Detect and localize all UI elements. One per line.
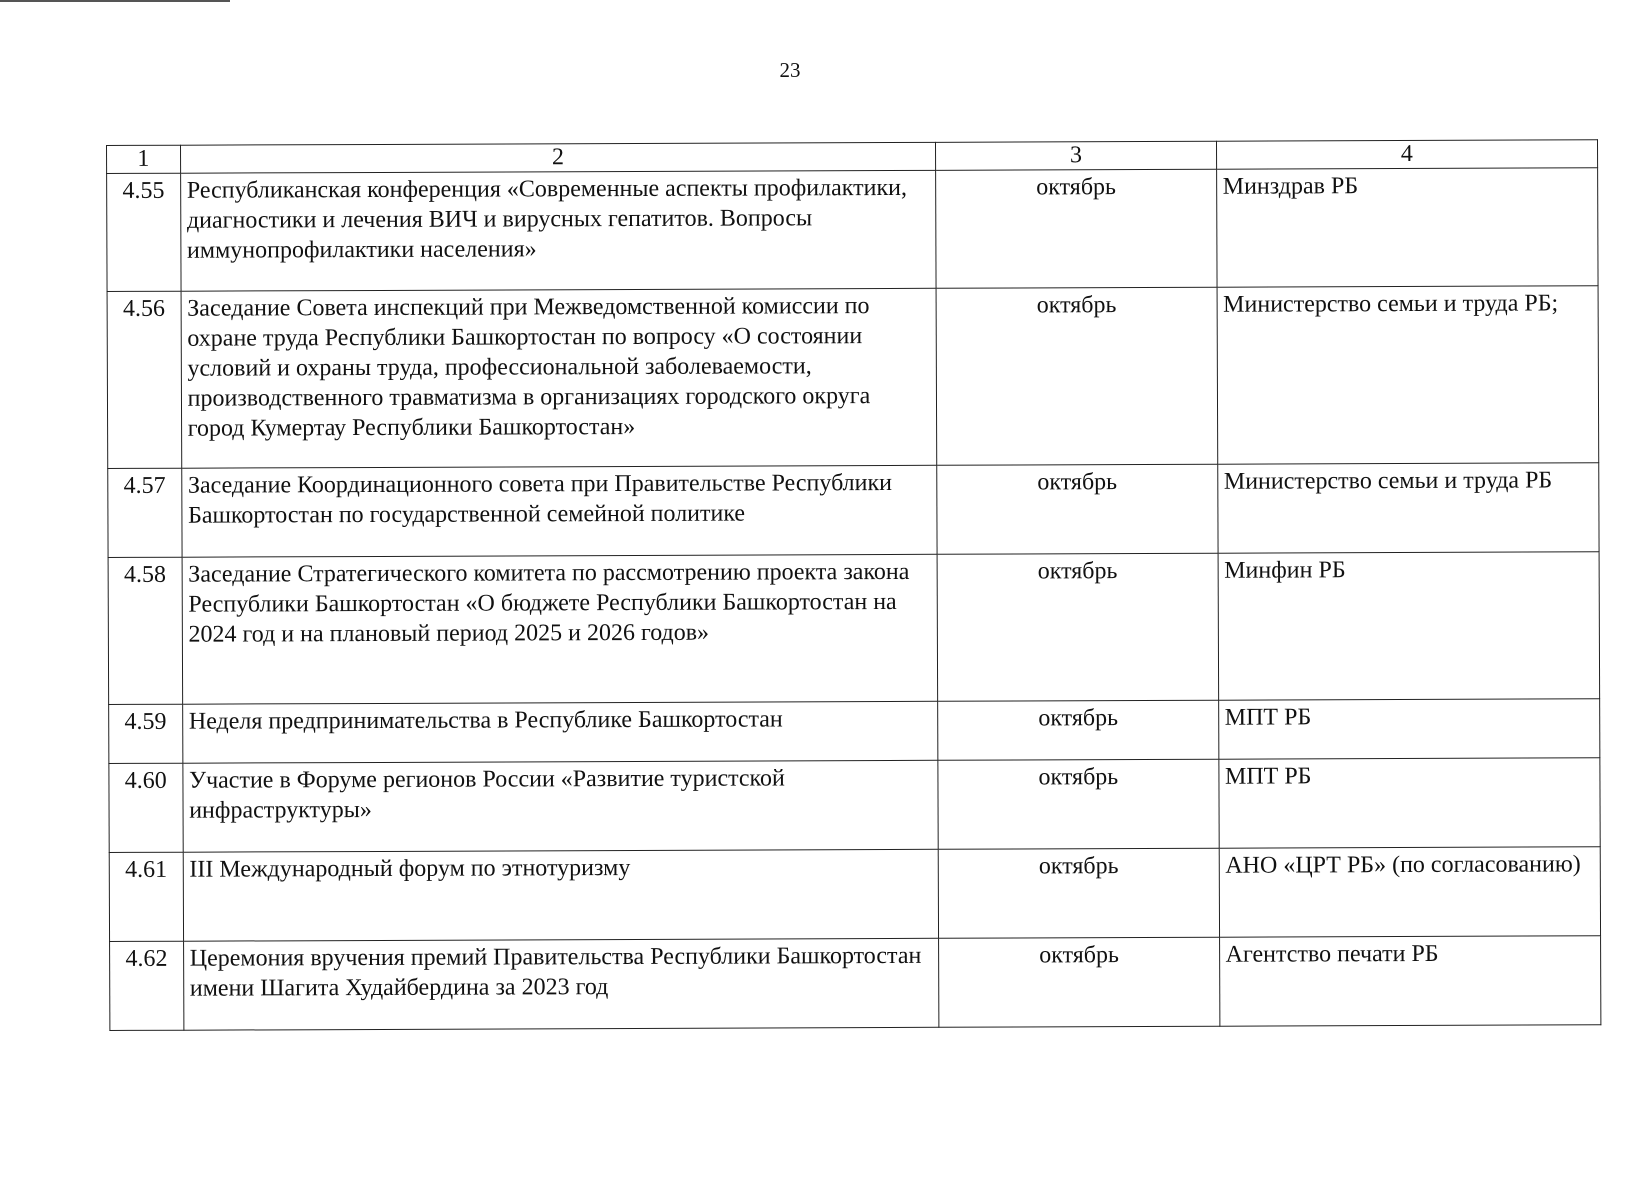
row-event: Заседание Координационного совета при Правительстве Республики Башкортостан по государственной семейной политике [181, 465, 937, 557]
header-cell-responsible: 4 [1216, 140, 1598, 169]
row-number: 4.61 [109, 852, 183, 941]
row-number: 4.56 [107, 291, 181, 468]
row-number: 4.62 [110, 941, 184, 1030]
row-term: октябрь [938, 759, 1219, 849]
row-number: 4.55 [107, 173, 181, 291]
row-responsible: Министерство семьи и труда РБ [1217, 463, 1599, 553]
table-row [109, 699, 1600, 764]
row-term: октябрь [939, 848, 1220, 938]
row-number: 4.59 [109, 704, 183, 763]
row-term: октябрь [936, 287, 1217, 465]
row-event: III Международный форум по этнотуризму [183, 849, 939, 941]
table-row [109, 847, 1600, 942]
row-event: Заседание Стратегического комитета по рассмотрению проекта закона Республики Башкортостан «О бюджете Республики Башкортостан на 2024 год и на плановый период 2025 и 2026 годов» [182, 554, 938, 704]
row-responsible: АНО «ЦРТ РБ» (по согласованию) [1219, 847, 1601, 937]
table-row [108, 552, 1600, 705]
row-responsible: МПТ РБ [1218, 758, 1600, 848]
header-cell-number: 1 [107, 145, 181, 173]
row-term: октябрь [937, 553, 1218, 701]
row-event: Неделя предпринимательства в Республике Башкортостан [182, 701, 938, 763]
row-number: 4.60 [109, 763, 183, 852]
table-row [108, 463, 1599, 558]
scan-edge-mark [0, 0, 230, 2]
table-row [107, 168, 1598, 292]
row-term: октябрь [936, 169, 1217, 288]
row-responsible: Агентство печати РБ [1219, 936, 1601, 1026]
row-event: Участие в Форуме регионов России «Развитие туристской инфраструктуры» [182, 760, 938, 852]
row-event: Заседание Совета инспекций при Межведомственной комиссии по охране труда Республики Башкортостан по вопросу «О состоянии условий и охраны труда, профессиональной заболеваемости, производственного травматизма в организациях городского округа город Кумертау Республики Башкортостан» [181, 288, 937, 468]
row-term: октябрь [937, 464, 1218, 554]
header-cell-term: 3 [936, 141, 1216, 170]
row-event: Церемония вручения премий Правительства Республики Башкортостан имени Шагита Худайбердина за 2023 год [183, 938, 939, 1030]
row-responsible: Министерство семьи и труда РБ; [1217, 286, 1599, 464]
row-responsible: Минздрав РБ [1216, 168, 1598, 287]
row-term: октябрь [938, 700, 1218, 760]
row-responsible: МПТ РБ [1218, 699, 1600, 759]
page-number: 23 [779, 58, 801, 82]
row-term: октябрь [939, 937, 1220, 1027]
row-number: 4.58 [108, 557, 182, 704]
table-row [109, 758, 1600, 853]
table-row [110, 936, 1601, 1031]
events-plan-table [106, 139, 1601, 1031]
header-cell-event: 2 [180, 142, 936, 173]
row-responsible: Минфин РБ [1218, 552, 1600, 700]
table-row [107, 286, 1599, 469]
row-number: 4.57 [108, 468, 182, 557]
row-event: Республиканская конференция «Современные аспекты профилактики, диагностики и лечения ВИЧ и вирусных гепатитов. Вопросы иммунопрофилактики населения» [180, 170, 936, 291]
